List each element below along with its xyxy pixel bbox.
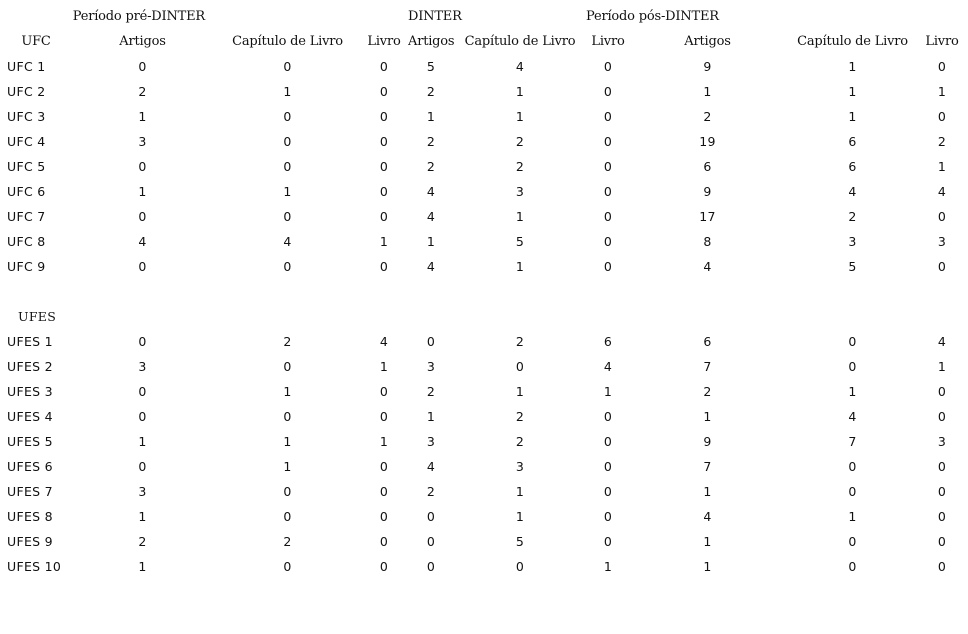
- table-cell: 1: [426, 109, 436, 124]
- column-header: Capítulo de Livro: [232, 34, 343, 49]
- table-cell: 0: [379, 84, 389, 99]
- table-cell: 1: [703, 484, 712, 499]
- table-row: [2, 104, 964, 129]
- table-cell: 2: [426, 484, 436, 499]
- table-cell: 0: [283, 109, 292, 124]
- table-row: [2, 379, 964, 404]
- table-row: [2, 229, 964, 254]
- table-cell: 1: [283, 459, 292, 474]
- table-cell: 1: [283, 184, 292, 199]
- table-cell: 0: [283, 484, 292, 499]
- table-cell: 0: [603, 484, 613, 499]
- table-cell: 0: [138, 409, 147, 424]
- table-cell: 0: [603, 534, 613, 549]
- table-cell: 0: [937, 559, 947, 574]
- column-header: Artigos: [408, 34, 454, 49]
- table-cell: 6: [848, 134, 857, 149]
- column-header: Livro: [591, 34, 625, 49]
- table-cell: 0: [937, 59, 947, 74]
- table-cell: 5: [515, 534, 525, 549]
- table-cell: 1: [937, 159, 947, 174]
- table-cell: 4: [703, 509, 712, 524]
- table-cell: 4: [426, 209, 436, 224]
- table-cell: 1: [515, 484, 525, 499]
- table-cell: 0: [937, 409, 947, 424]
- table-cell: 0: [937, 259, 947, 274]
- table-cell: 0: [379, 109, 389, 124]
- table-cell: 2: [426, 134, 436, 149]
- table-cell: 2: [703, 384, 712, 399]
- table-cell: 0: [283, 134, 292, 149]
- table-cell: 0: [283, 159, 292, 174]
- table-row: [2, 404, 964, 429]
- table-cell: 1: [937, 84, 947, 99]
- column-header: Artigos: [119, 34, 166, 49]
- table-cell: 6: [603, 334, 613, 349]
- row-label: UFES 8: [7, 509, 53, 524]
- row-label: UFES 10: [7, 559, 62, 574]
- table-cell: 4: [283, 234, 292, 249]
- table-cell: 1: [515, 209, 525, 224]
- column-header: Artigos: [684, 34, 731, 49]
- table-head: [2, 5, 964, 54]
- table-cell: 1: [603, 384, 613, 399]
- table-cell: 0: [283, 559, 292, 574]
- table-cell: 1: [603, 559, 613, 574]
- table-cell: 2: [426, 84, 436, 99]
- table-cell: 8: [703, 234, 712, 249]
- table-cell: 0: [379, 59, 389, 74]
- table-row: [2, 179, 964, 204]
- table-cell: 4: [848, 184, 857, 199]
- table-cell: 0: [379, 184, 389, 199]
- table-cell: 0: [848, 334, 857, 349]
- table-row: [2, 454, 964, 479]
- column-header-row: [2, 29, 964, 54]
- table-cell: 0: [379, 559, 389, 574]
- table-cell: 4: [515, 59, 525, 74]
- table-cell: 0: [426, 334, 436, 349]
- table-cell: 2: [515, 134, 525, 149]
- table-cell: 0: [138, 384, 147, 399]
- table-cell: 1: [848, 384, 857, 399]
- table-cell: 2: [283, 534, 292, 549]
- column-header: Livro: [925, 34, 959, 49]
- period-spacer: [215, 5, 408, 29]
- table-cell: 2: [703, 109, 712, 124]
- group-label-row: [2, 304, 964, 329]
- table-cell: 1: [283, 84, 292, 99]
- table-cell: 0: [426, 559, 436, 574]
- table-cell: 1: [426, 409, 436, 424]
- table-cell: 0: [937, 509, 947, 524]
- table-cell: 1: [703, 409, 712, 424]
- row-label: UFES 6: [7, 459, 53, 474]
- table-cell: 0: [603, 459, 613, 474]
- table-cell: 0: [283, 209, 292, 224]
- table-row: [2, 529, 964, 554]
- table-cell: 5: [848, 259, 857, 274]
- table-cell: 5: [515, 234, 525, 249]
- table-cell: 1: [138, 509, 147, 524]
- table-cell: 0: [426, 534, 436, 549]
- table-cell: 1: [515, 84, 525, 99]
- table-cell: 2: [515, 409, 525, 424]
- column-header: Livro: [367, 34, 401, 49]
- table-cell: 0: [283, 59, 292, 74]
- table-cell: 0: [379, 509, 389, 524]
- table-cell: 6: [703, 334, 712, 349]
- row-label: UFC 5: [7, 159, 46, 174]
- table-cell: 0: [937, 209, 947, 224]
- table-cell: 0: [379, 534, 389, 549]
- table-cell: 0: [603, 159, 613, 174]
- table-cell: 0: [603, 509, 613, 524]
- table-cell: 0: [138, 459, 147, 474]
- row-label: UFES 7: [7, 484, 53, 499]
- table-cell: 4: [937, 334, 947, 349]
- table-row: [2, 254, 964, 279]
- table-cell: 3: [937, 234, 947, 249]
- period-header-row: [2, 5, 964, 29]
- row-label: UFC 6: [7, 184, 46, 199]
- table-cell: 0: [937, 459, 947, 474]
- table-cell: 5: [426, 59, 436, 74]
- table-cell: 1: [848, 509, 857, 524]
- row-label: UFES 2: [7, 359, 53, 374]
- table-cell: 0: [603, 234, 613, 249]
- table-row: [2, 204, 964, 229]
- table-row: [2, 129, 964, 154]
- row-label: UFC 3: [7, 109, 46, 124]
- table-cell: 2: [138, 84, 147, 99]
- row-label: UFC 2: [7, 84, 46, 99]
- period-pre-dinter: Período pré-DINTER: [72, 9, 205, 24]
- table-cell: 1: [848, 109, 857, 124]
- table-body: [2, 54, 964, 579]
- table-cell: 4: [426, 459, 436, 474]
- table-cell: 1: [515, 384, 525, 399]
- table-cell: 4: [848, 409, 857, 424]
- table-cell: 7: [848, 434, 857, 449]
- table-cell: 9: [703, 434, 712, 449]
- table-row: [2, 554, 964, 579]
- table-cell: 1: [937, 359, 947, 374]
- spacer-row: [2, 279, 964, 304]
- column-header: Capítulo de Livro: [797, 34, 908, 49]
- table-cell: 0: [937, 109, 947, 124]
- table-cell: 0: [848, 534, 857, 549]
- table-cell: 1: [379, 234, 389, 249]
- row-label: UFC 7: [7, 209, 46, 224]
- table-cell: 0: [515, 359, 525, 374]
- table-cell: 0: [603, 184, 613, 199]
- table-cell: 6: [848, 159, 857, 174]
- table-cell: 1: [703, 559, 712, 574]
- table-cell: 3: [426, 434, 436, 449]
- table-cell: 7: [703, 359, 712, 374]
- table-row: [2, 429, 964, 454]
- row-label: UFC 1: [7, 59, 46, 74]
- table-cell: 0: [937, 534, 947, 549]
- table-cell: 0: [138, 259, 147, 274]
- table-cell: 17: [699, 209, 716, 224]
- table-cell: 3: [848, 234, 857, 249]
- table-cell: 1: [138, 559, 147, 574]
- table-cell: 3: [515, 184, 525, 199]
- table-cell: 0: [848, 359, 857, 374]
- table-cell: 1: [848, 84, 857, 99]
- table-row: [2, 54, 964, 79]
- row-label: UFC 4: [7, 134, 46, 149]
- table-cell: 0: [379, 159, 389, 174]
- table-cell: 4: [138, 234, 147, 249]
- row-label: UFC 8: [7, 234, 46, 249]
- table-cell: 6: [703, 159, 712, 174]
- table-row: [2, 479, 964, 504]
- table-cell: 0: [283, 259, 292, 274]
- table-cell: 2: [848, 209, 857, 224]
- table-cell: 0: [515, 559, 525, 574]
- table-cell: 3: [138, 359, 147, 374]
- table-cell: 0: [138, 159, 147, 174]
- table-cell: 0: [937, 384, 947, 399]
- table-cell: 1: [515, 109, 525, 124]
- table-cell: 1: [379, 359, 389, 374]
- table-cell: 1: [703, 534, 712, 549]
- table-cell: 4: [603, 359, 613, 374]
- table-cell: 1: [515, 509, 525, 524]
- table-cell: 0: [848, 559, 857, 574]
- table-cell: 3: [515, 459, 525, 474]
- table-cell: 4: [937, 184, 947, 199]
- table-cell: 0: [848, 484, 857, 499]
- table-cell: 9: [703, 59, 712, 74]
- table-cell: 1: [515, 259, 525, 274]
- row-label: UFES 5: [7, 434, 53, 449]
- table-cell: 1: [703, 84, 712, 99]
- table-row: [2, 79, 964, 104]
- table-cell: 4: [703, 259, 712, 274]
- table-cell: 0: [603, 209, 613, 224]
- table-cell: 0: [283, 359, 292, 374]
- table-cell: 0: [138, 209, 147, 224]
- table-cell: 2: [515, 334, 525, 349]
- table-cell: 4: [426, 259, 436, 274]
- table-cell: 0: [379, 209, 389, 224]
- period-dinter: DINTER: [408, 9, 462, 24]
- table-cell: 0: [379, 409, 389, 424]
- table-cell: 3: [937, 434, 947, 449]
- table-cell: 9: [703, 184, 712, 199]
- row-label: UFES 1: [7, 334, 53, 349]
- table-cell: 0: [603, 259, 613, 274]
- table-cell: 0: [603, 409, 613, 424]
- table-cell: 2: [515, 434, 525, 449]
- table-cell: 3: [426, 359, 436, 374]
- table-cell: 2: [515, 159, 525, 174]
- row-label: UFES 3: [7, 384, 53, 399]
- table-cell: 1: [138, 184, 147, 199]
- table-row: [2, 329, 964, 354]
- spacer-cell: [2, 279, 964, 304]
- table-row: [2, 154, 964, 179]
- table-cell: 0: [379, 459, 389, 474]
- table-cell: 0: [603, 434, 613, 449]
- table-cell: 3: [138, 134, 147, 149]
- table-row: [2, 504, 964, 529]
- row-label: UFES 9: [7, 534, 53, 549]
- table-cell: 0: [138, 59, 147, 74]
- table-cell: 7: [703, 459, 712, 474]
- table-cell: 0: [379, 384, 389, 399]
- publications-table: [2, 5, 964, 579]
- table-cell: 1: [138, 434, 147, 449]
- table-cell: 2: [283, 334, 292, 349]
- table-cell: 0: [603, 84, 613, 99]
- table-cell: 1: [426, 234, 436, 249]
- table-cell: 1: [283, 384, 292, 399]
- table-cell: 0: [603, 134, 613, 149]
- table-cell: 0: [283, 509, 292, 524]
- table-cell: 1: [283, 434, 292, 449]
- table-cell: 19: [699, 134, 716, 149]
- table-cell: 0: [379, 259, 389, 274]
- table-cell: 3: [138, 484, 147, 499]
- table-cell: 2: [426, 384, 436, 399]
- table-cell: 1: [138, 109, 147, 124]
- group-header-ufc: UFC: [21, 34, 51, 49]
- table-cell: 0: [848, 459, 857, 474]
- group-label-ufes: UFES: [18, 309, 57, 324]
- table-cell: 0: [937, 484, 947, 499]
- table-cell: 1: [379, 434, 389, 449]
- table-cell: 2: [138, 534, 147, 549]
- period-pos-dinter: Período pós-DINTER: [586, 9, 719, 24]
- column-header: Capítulo de Livro: [464, 34, 576, 49]
- row-label: UFC 9: [7, 259, 46, 274]
- table-row: [2, 354, 964, 379]
- period-spacer-end: [920, 5, 964, 29]
- table-cell: 2: [426, 159, 436, 174]
- table-cell: 0: [603, 59, 613, 74]
- table-cell: 1: [848, 59, 857, 74]
- table-cell: 0: [138, 334, 147, 349]
- table-cell: 4: [426, 184, 436, 199]
- table-cell: 0: [426, 509, 436, 524]
- table-cell: 4: [379, 334, 389, 349]
- row-label: UFES 4: [7, 409, 53, 424]
- table-cell: 2: [937, 134, 947, 149]
- table-cell: 0: [379, 484, 389, 499]
- table-cell: 0: [603, 109, 613, 124]
- table-cell: 0: [283, 409, 292, 424]
- table-cell: 0: [379, 134, 389, 149]
